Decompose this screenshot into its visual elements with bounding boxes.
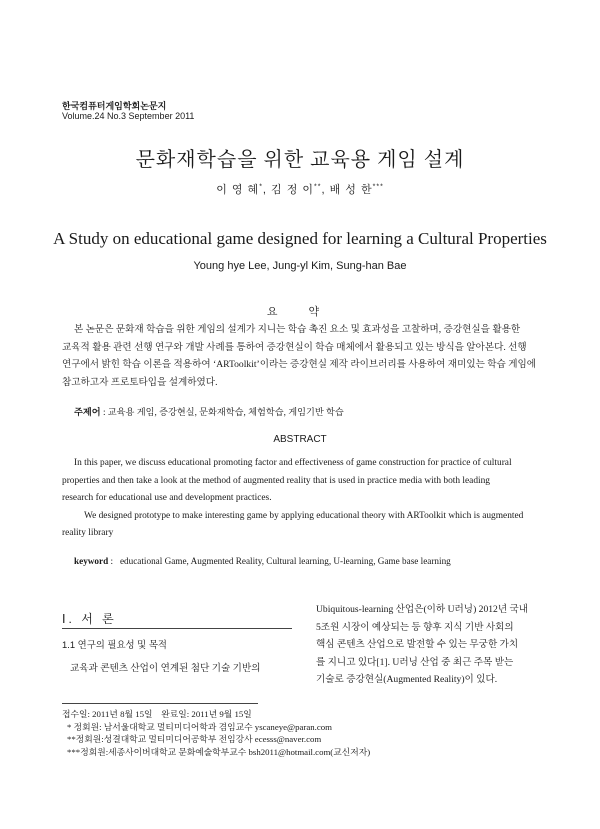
abstract-korean-line: 참고하고자 프로토타입을 설계하였다. (62, 376, 218, 388)
author-sep-1: , (262, 184, 272, 196)
footnote-divider (62, 703, 258, 704)
body-right-line: 5조원 시장이 예상되는 등 향후 지식 기반 사회의 (316, 621, 514, 633)
keywords-english-label: keyword (74, 556, 109, 566)
body-right-line: 를 지니고 있다[1]. U러닝 산업 중 최근 주목 받는 (316, 656, 514, 668)
abstract-english-line: reality library (62, 528, 114, 539)
abstract-english-line: In this paper, we discuss educational promoting factor and effectiveness of game construction for practice of cultural (74, 458, 512, 468)
abstract-english-heading: ABSTRACT (273, 434, 327, 445)
author-2-mark: ** (314, 183, 322, 191)
author-2: 김 정 이 (271, 184, 315, 196)
abstract-english-line: properties and then take a look at the method of augmented reality that is used in practice media with both leading (62, 475, 490, 486)
keywords-english (74, 556, 451, 566)
author-1-mark: * (259, 183, 263, 191)
keywords-english-list: educational Game, Augmented Reality, Cultural learning, U-learning, Game base learning (119, 556, 451, 566)
keywords-korean-label: 주제어 (74, 407, 101, 417)
footnotes (62, 708, 370, 758)
body-paragraph-left: 교육과 콘텐츠 산업이 연계된 첨단 기술 기반의 (70, 663, 261, 674)
footnote-author-1: * 정회원: 남서울대학교 멀티미디어학과 겸임교수 yscaneye@paran.com (67, 721, 333, 732)
abstract-english-line: We designed prototype to make interesting game by applying educational theory with ARToolkit which is augmented (84, 510, 524, 521)
keywords-korean-list: 교육용 게임, 증강현실, 문화재학습, 체험학습, 게임기반 학습 (107, 407, 344, 417)
abstract-korean-heading: 요 약 (266, 306, 334, 318)
paper-title-english: A Study on educational game designed for learning a Cultural Properties (53, 229, 547, 248)
abstract-korean (62, 321, 543, 391)
section-title-introduction: Ⅰ. 서 론 (62, 612, 117, 626)
paper-title-korean: 문화재학습을 위한 교육용 게임 설계 (135, 149, 465, 171)
footnote-author-3: ***정회원:세종사이버대학교 문화예술학부교수 bsh2011@hotmail.com(교신저자) (67, 746, 371, 757)
abstract-english (62, 455, 543, 543)
body-right-line: 핵심 콘텐츠 산업으로 발전할 수 있는 무궁한 가치 (316, 639, 519, 650)
section-divider (62, 628, 292, 629)
authors-english: Young hye Lee, Jung-yl Kim, Sung-han Bae (193, 260, 407, 272)
authors-korean (0, 181, 600, 197)
author-sep-2: , (321, 184, 330, 196)
footnote-received-date: 접수일: 2011년 8월 15일 완료일: 2011년 9월 15일 (62, 709, 252, 719)
footnote-author-2: **정회원:성결대학교 멀티미디어공학부 전임강사 ecesss@naver.com (67, 734, 322, 744)
keywords-korean (74, 404, 344, 418)
abstract-korean-line: 연구에서 밝힌 학습 이론을 적용하여 ‘ARToolkit’이라는 증강현실 제작 라이브러리를 사용하여 재미있는 학습 게임에 (62, 359, 537, 371)
body-right-line: Ubiquitous-learning 산업은(이하 U러닝) 2012년 국내 (316, 604, 529, 615)
body-right-line: 기술로 증강현실(Augmented Reality)이 있다. (316, 674, 498, 685)
author-1: 이 영 혜 (216, 184, 260, 196)
abstract-korean-line: 교육적 활용 관련 선행 연구와 개발 사례를 통하여 증강현실이 학습 매체에서 활용되고 있는 방식을 알아본다. 선행 (62, 341, 527, 353)
body-paragraph-right (316, 601, 544, 689)
keywords-english-separator: : (108, 556, 120, 566)
author-3: 배 성 한 (329, 184, 373, 196)
abstract-english-line: research for educational use and development practices. (62, 493, 272, 504)
journal-name: 한국컴퓨터게임학회논문지 (62, 101, 167, 111)
keywords-korean-separator: : (100, 407, 108, 417)
subsection-title: 1.1 연구의 필요성 및 목적 (62, 639, 167, 650)
author-3-mark: *** (372, 183, 384, 191)
journal-volume: Volume.24 No.3 September 2011 (62, 111, 195, 121)
abstract-korean-line: 본 논문은 문화재 학습을 위한 게임의 설계가 지니는 학습 촉진 요소 및 효과성을 고찰하며, 증강현실을 활용한 (74, 324, 521, 335)
